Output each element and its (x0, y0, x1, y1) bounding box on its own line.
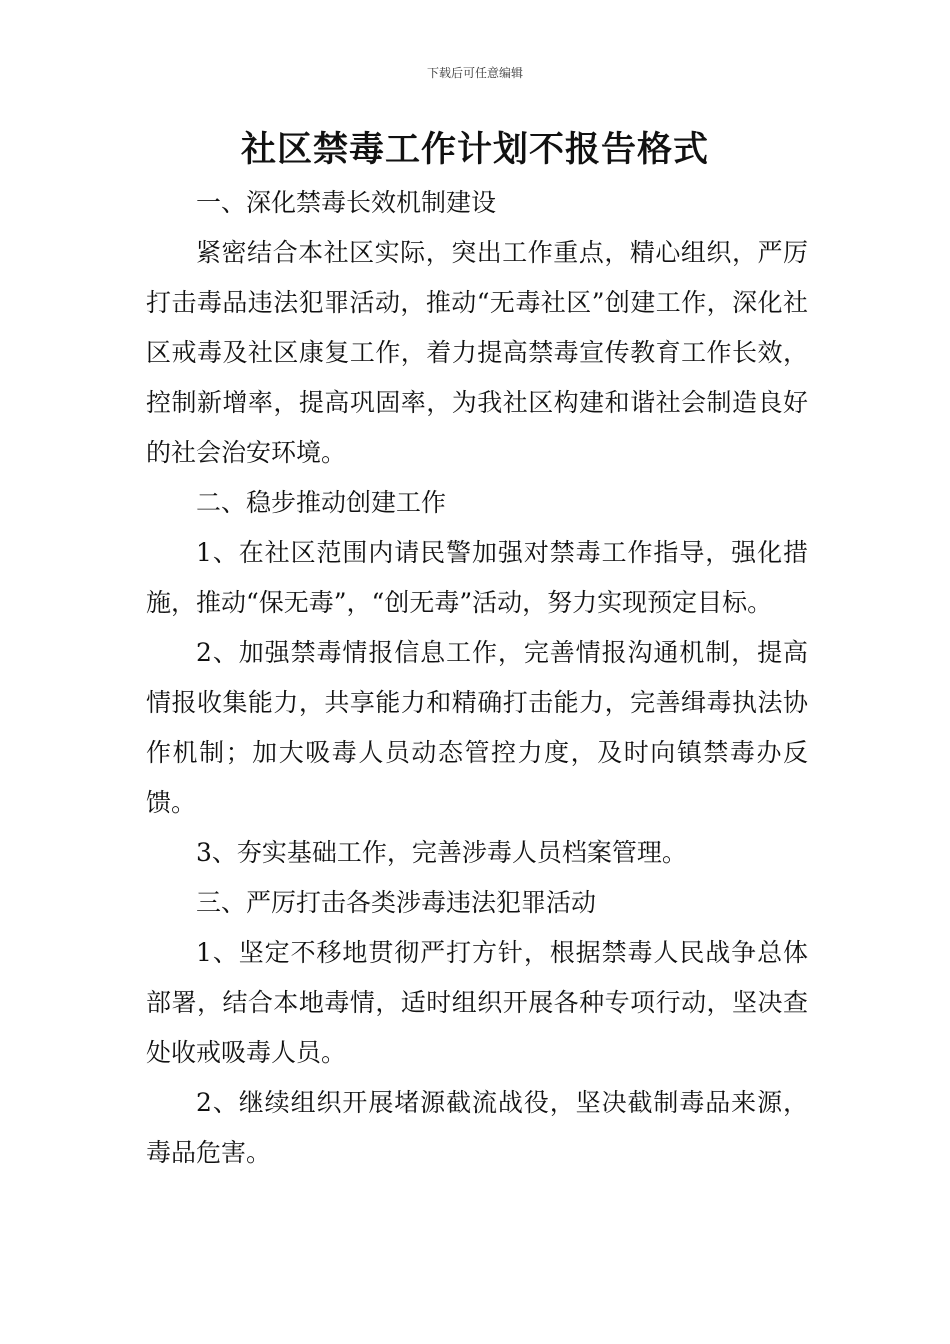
paragraph: 2、继续组织开展堵源截流战役，坚决截制毒品来源，毒品危害。 (146, 1088, 808, 1167)
paragraph: 3、夯实基础工作，完善涉毒人员档案管理。 (196, 838, 687, 867)
paragraph: 2、加强禁毒情报信息工作，完善情报沟通机制，提高情报收集能力，共享能力和精确打击能力，完善缉毒执法协作机制；加大吸毒人员动态管控力度，及时向镇禁毒办反馈。 (146, 638, 808, 817)
paragraph: 1、坚定不移地贯彻严打方针，根据禁毒人民战争总体部署，结合本地毒情，适时组织开展各种专项行动，坚决查处收戒吸毒人员。 (146, 938, 808, 1067)
paragraph: 1、在社区范围内请民警加强对禁毒工作指导，强化措施，推动“保无毒”，“创无毒”活动，努力实现预定目标。 (146, 538, 808, 617)
document-body (146, 178, 808, 1178)
header-note: 下载后可任意编辑 (426, 66, 523, 80)
page-title: 社区禁毒工作计划不报告格式 (240, 130, 709, 170)
section-heading-1: 一、深化禁毒长效机制建设 (196, 188, 497, 217)
paragraph: 紧密结合本社区实际，突出工作重点，精心组织，严厉打击毒品违法犯罪活动，推动“无毒社区”创建工作，深化社区戒毒及社区康复工作，着力提高禁毒宣传教育工作长效，控制新增率，提高巩固率，为我社区构建和谐社会制造良好的社会治安环境。 (146, 238, 808, 467)
section-heading-3: 三、严厉打击各类涉毒违法犯罪活动 (196, 888, 597, 917)
section-heading-2: 二、稳步推动创建工作 (196, 488, 447, 517)
